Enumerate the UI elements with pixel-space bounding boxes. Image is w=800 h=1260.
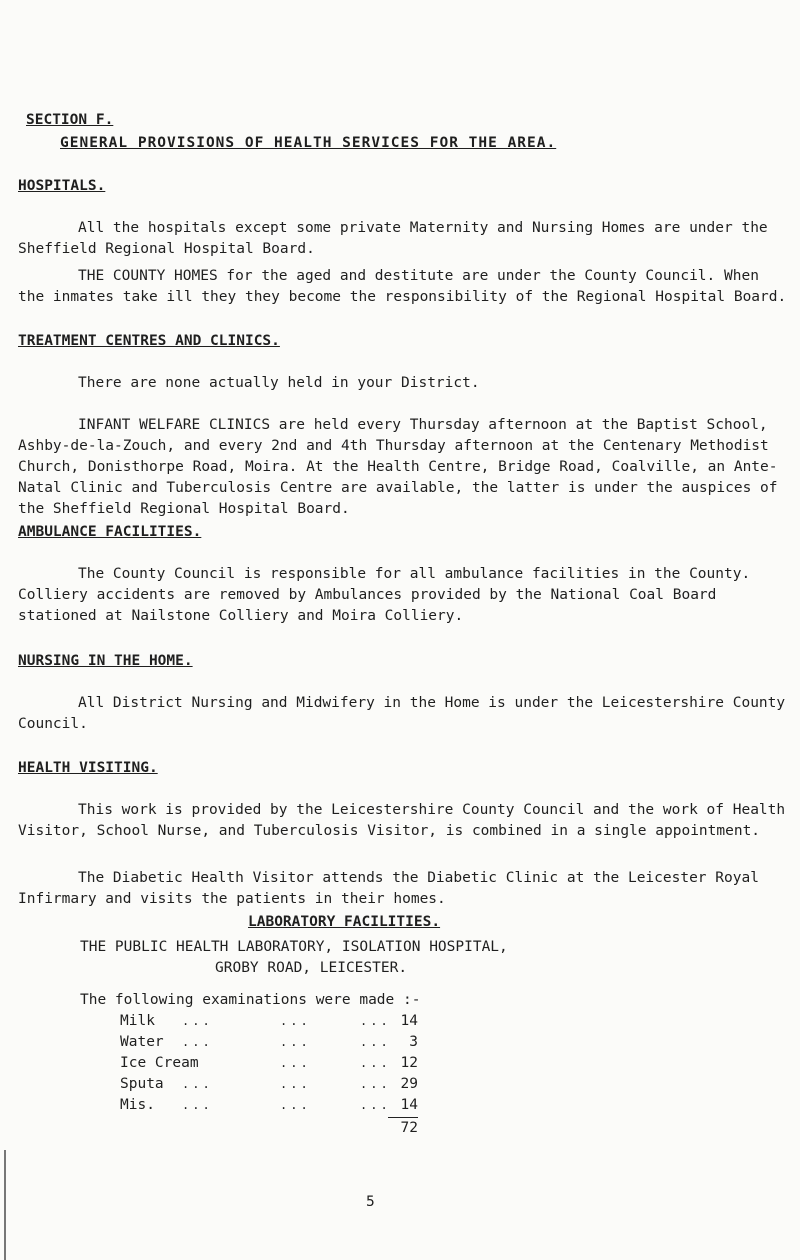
- hospitals-paragraph-2: THE COUNTY HOMES for the aged and destitute are under the County Council. When the inmates take ill they they become the responsibility of the Regional Hospital Board.: [18, 268, 787, 305]
- leader-dots: ...: [360, 1098, 391, 1112]
- examination-name: Milk: [120, 1013, 155, 1029]
- examinations-intro: The following examinations were made :-: [80, 992, 421, 1008]
- page-number: 5: [366, 1194, 375, 1210]
- ambulance-paragraph-1: The County Council is responsible for all ambulance facilities in the County. Colliery accidents are removed by Ambulances provided by the National Coal Board stationed at Nailstone Colliery and Moira Colliery.: [18, 566, 751, 624]
- examination-name: Mis.: [120, 1097, 155, 1113]
- examination-row-mis: [120, 1095, 540, 1116]
- heading-treatment-centres: TREATMENT CENTRES AND CLINICS.: [18, 333, 280, 349]
- examination-count: 29: [400, 1076, 418, 1092]
- examination-count: 14: [400, 1097, 418, 1113]
- hospitals-paragraph-1: All the hospitals except some private Maternity and Nursing Homes are under the Sheffield Regional Hospital Board.: [18, 220, 768, 257]
- nursing-paragraph-1: All District Nursing and Midwifery in the Home is under the Leicestershire County Council.: [18, 695, 786, 732]
- leader-dots: ...: [182, 1035, 213, 1049]
- leader-dots: ...: [360, 1056, 391, 1070]
- heading-hospitals: HOSPITALS.: [18, 178, 106, 194]
- examination-row-sputa: [120, 1074, 540, 1095]
- examination-count: 3: [409, 1034, 418, 1050]
- health-visiting-paragraph-1: This work is provided by the Leicestershire County Council and the work of Health Visitor, School Nurse, and Tuberculosis Visitor, is combined in a single appointment.: [18, 802, 786, 839]
- heading-laboratory: LABORATORY FACILITIES.: [248, 914, 441, 930]
- leader-dots: ...: [280, 1056, 311, 1070]
- laboratory-address-line-2: GROBY ROAD, LEICESTER.: [215, 960, 408, 976]
- leader-dots: ...: [280, 1077, 311, 1091]
- treatment-paragraph-2: INFANT WELFARE CLINICS are held every Thursday afternoon at the Baptist School, Ashby-de-la-Zouch, and every 2nd and 4th Thursday afternoon at the Centenary Methodist Church, Donisthorpe Road, Moira. At the Health Centre, Bridge Road, Coalville, an Ante-Natal Clinic and Tuberculosis Centre are available, the latter is under the auspices of the Sheffield Regional Hospital Board.: [18, 417, 778, 517]
- page-title: GENERAL PROVISIONS OF HEALTH SERVICES FOR THE AREA.: [60, 135, 557, 151]
- laboratory-address-line-1: THE PUBLIC HEALTH LABORATORY, ISOLATION HOSPITAL,: [80, 939, 508, 955]
- leader-dots: ...: [360, 1014, 391, 1028]
- examinations-total: 72: [388, 1117, 418, 1139]
- examination-name: Water: [120, 1034, 164, 1050]
- heading-nursing: NURSING IN THE HOME.: [18, 653, 193, 669]
- leader-dots: ...: [182, 1098, 213, 1112]
- leader-dots: ...: [182, 1014, 213, 1028]
- examination-count: 14: [400, 1013, 418, 1029]
- examination-row-milk: [120, 1011, 540, 1032]
- leader-dots: ...: [280, 1098, 311, 1112]
- treatment-paragraph-1: There are none actually held in your District.: [78, 375, 480, 391]
- examination-name: Ice Cream: [120, 1055, 199, 1071]
- examination-row-ice-cream: [120, 1053, 540, 1074]
- leader-dots: ...: [280, 1035, 311, 1049]
- leader-dots: ...: [360, 1077, 391, 1091]
- heading-health-visiting: HEALTH VISITING.: [18, 760, 158, 776]
- leader-dots: ...: [182, 1077, 213, 1091]
- examination-row-water: [120, 1032, 540, 1053]
- leader-dots: ...: [280, 1014, 311, 1028]
- health-visiting-paragraph-2: The Diabetic Health Visitor attends the Diabetic Clinic at the Leicester Royal Infirmary and visits the patients in their homes.: [18, 870, 759, 907]
- leader-dots: ...: [360, 1035, 391, 1049]
- heading-ambulance: AMBULANCE FACILITIES.: [18, 524, 202, 540]
- examination-count: 12: [400, 1055, 418, 1071]
- examination-name: Sputa: [120, 1076, 164, 1092]
- section-label: SECTION F.: [26, 112, 114, 128]
- scan-edge-line: [4, 1150, 6, 1260]
